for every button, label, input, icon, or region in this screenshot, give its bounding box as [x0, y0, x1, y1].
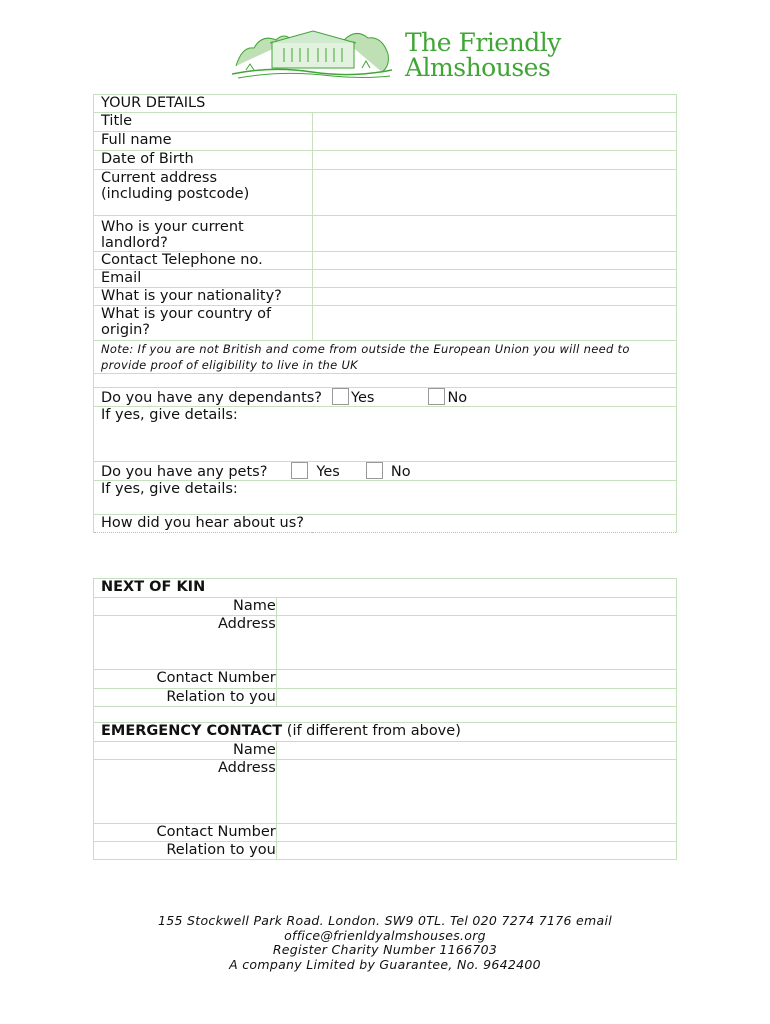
origin-label [94, 306, 313, 341]
footer-address: 155 Stockwell Park Road. London. SW9 0TL. Tel 020 7274 7176 email [158, 913, 612, 928]
kin-spacer [94, 707, 677, 723]
footer-company-number: A company Limited by Guarantee, No. 9642400 [229, 956, 541, 972]
kin-address-label: Address [94, 616, 277, 670]
emergency-heading: EMERGENCY CONTACT [101, 723, 283, 739]
footer-charity-number: Register Charity Number 1166703 [272, 942, 498, 958]
phone-field[interactable] [312, 252, 676, 270]
nationality-label: What is your nationality? [94, 288, 313, 306]
emergency-relation-field[interactable] [276, 842, 676, 860]
kin-contact-label: Contact Number [94, 670, 277, 689]
landlord-label [94, 216, 313, 252]
spacer-row [94, 374, 677, 388]
landlord-field[interactable] [312, 216, 676, 252]
your-details-table [93, 94, 677, 533]
dob-label: Date of Birth [94, 151, 313, 170]
pets-details-label: If yes, give details: [101, 481, 238, 497]
address-label [94, 170, 313, 216]
emergency-relation-label: Relation to you [94, 842, 277, 860]
origin-field[interactable] [312, 306, 676, 341]
pets-yes-label: Yes [316, 464, 340, 480]
dependants-yes-checkbox[interactable] [332, 388, 349, 405]
kin-relation-field[interactable] [276, 689, 676, 707]
landlord-label-line1: Who is your current [101, 219, 244, 235]
emergency-name-label: Name [94, 742, 277, 760]
pets-no-label: No [390, 464, 411, 480]
origin-label-line1: What is your country of [101, 306, 272, 322]
address-label-line1: Current address [101, 170, 218, 186]
pets-row [94, 462, 677, 481]
next-of-kin-heading: NEXT OF KIN [94, 579, 677, 598]
dependants-row [94, 388, 677, 407]
your-details-heading: YOUR DETAILS [94, 95, 677, 113]
kin-address-field[interactable] [276, 616, 676, 670]
fullname-label: Full name [94, 132, 313, 151]
logo-line-2: Almshouses [405, 53, 551, 82]
emergency-address-label: Address [94, 760, 277, 824]
dependants-label: Do you have any dependants? [101, 390, 323, 406]
dob-field[interactable] [312, 151, 676, 170]
emergency-contact-label: Contact Number [94, 824, 277, 842]
pets-yes-checkbox[interactable] [291, 462, 308, 479]
pets-label: Do you have any pets? [101, 464, 268, 480]
pets-details[interactable] [94, 481, 677, 515]
email-label: Email [94, 270, 313, 288]
landlord-label-line2: landlord? [101, 235, 168, 251]
note-line2: provide proof of eligibility to live in the UK [101, 358, 359, 372]
email-field[interactable] [312, 270, 676, 288]
emergency-contact-field[interactable] [276, 824, 676, 842]
nationality-field[interactable] [312, 288, 676, 306]
footer [0, 914, 770, 972]
next-of-kin-table [93, 578, 677, 860]
fullname-field[interactable] [312, 132, 676, 151]
almshouses-illustration [232, 26, 392, 80]
address-field[interactable] [312, 170, 676, 216]
footer-email: office@frienldyalmshouses.org [284, 927, 486, 943]
address-label-line2: (including postcode) [101, 186, 250, 202]
title-label: Title [94, 113, 313, 132]
phone-label: Contact Telephone no. [94, 252, 313, 270]
hear-about-row[interactable] [94, 515, 677, 533]
kin-relation-label: Relation to you [94, 689, 277, 707]
note-line1: Note: If you are not British and come from outside the European Union you will need to [101, 342, 630, 356]
kin-name-label: Name [94, 598, 277, 616]
dependants-yes-label: Yes [351, 390, 375, 406]
logo-line-1: The Friendly [405, 28, 561, 57]
title-field[interactable] [312, 113, 676, 132]
dependants-details-label: If yes, give details: [101, 407, 238, 423]
emergency-heading-note: (if different from above) [286, 723, 461, 739]
emergency-name-field[interactable] [276, 742, 676, 760]
hear-about-label: How did you hear about us? [101, 515, 304, 531]
dependants-details[interactable] [94, 407, 677, 462]
logo-wordmark [405, 30, 561, 80]
emergency-heading-row [94, 723, 677, 742]
dependants-no-label: No [447, 390, 468, 406]
pets-no-checkbox[interactable] [366, 462, 383, 479]
origin-label-line2: origin? [101, 322, 150, 338]
kin-name-field[interactable] [276, 598, 676, 616]
eligibility-note [94, 341, 677, 374]
dependants-no-checkbox[interactable] [428, 388, 445, 405]
emergency-address-field[interactable] [276, 760, 676, 824]
kin-contact-field[interactable] [276, 670, 676, 689]
